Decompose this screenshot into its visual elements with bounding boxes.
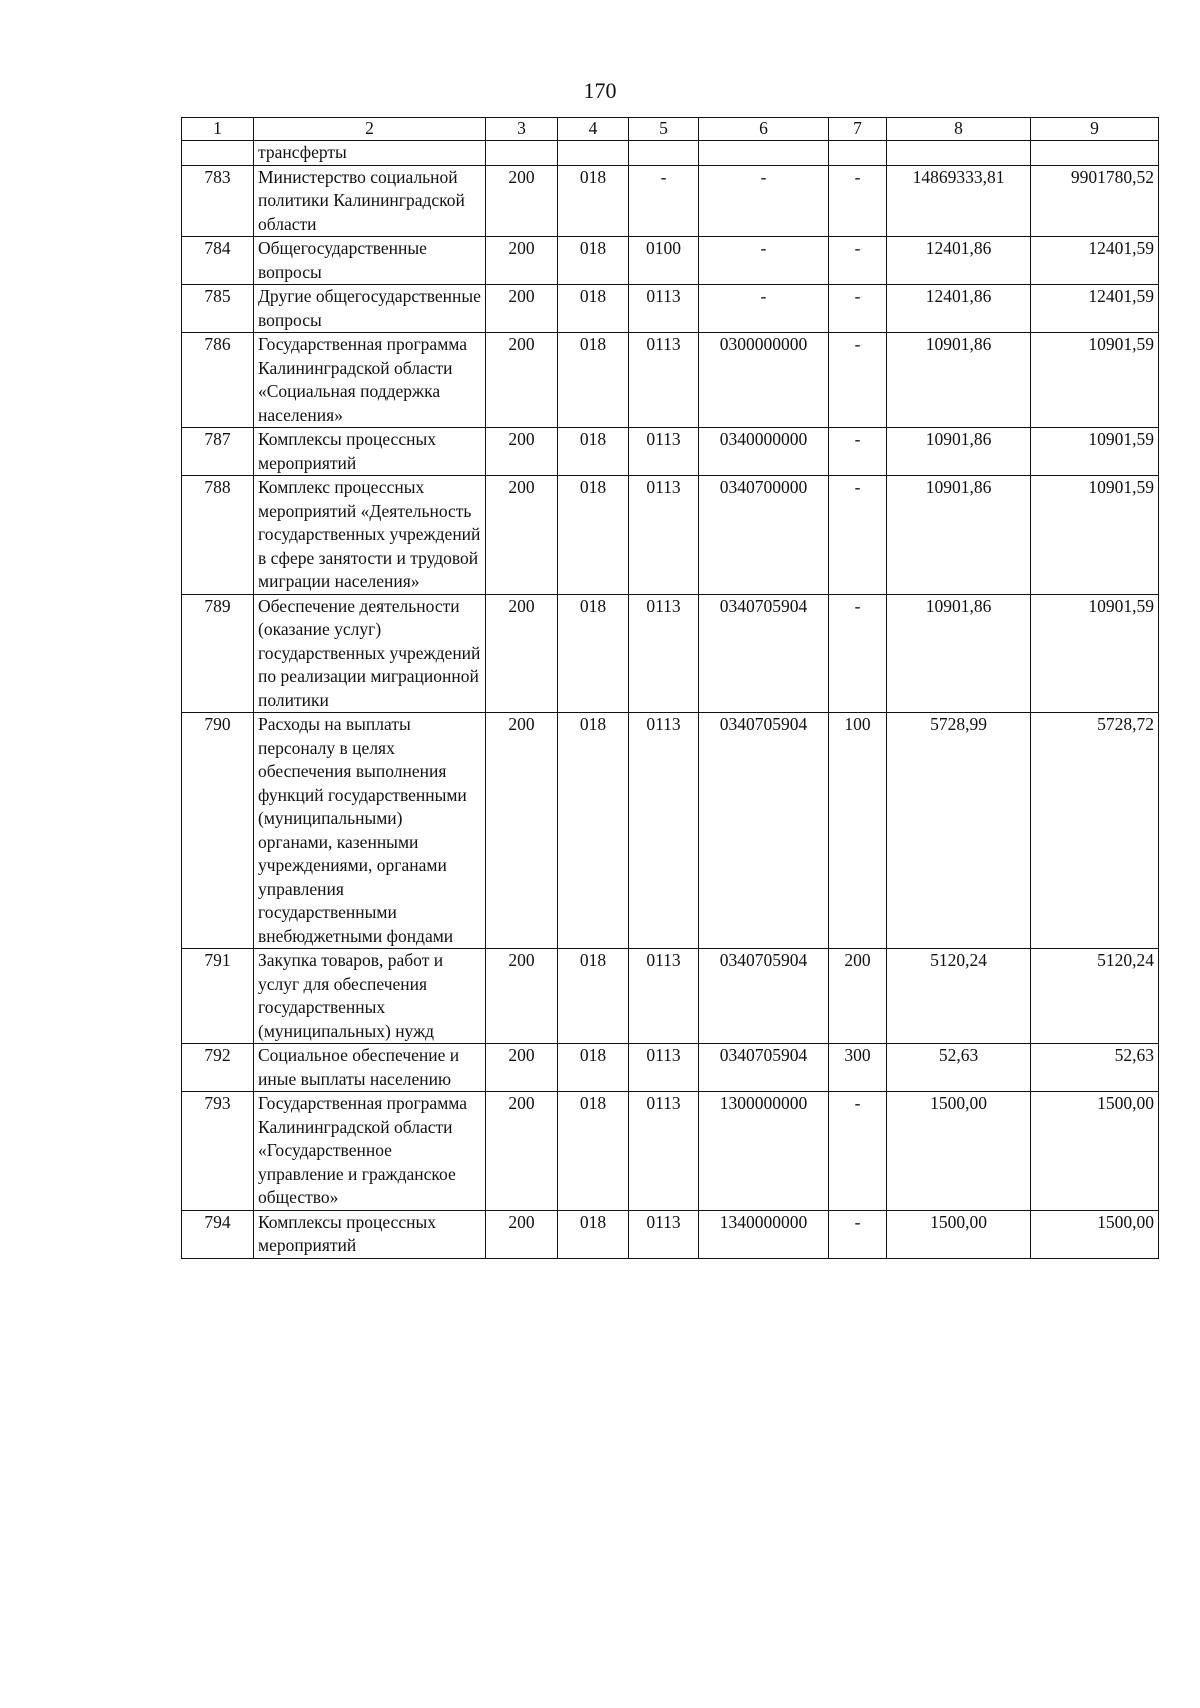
table-row xyxy=(182,428,1159,476)
table-row xyxy=(182,1210,1159,1258)
col9-amount-cell: 12401,59 xyxy=(1031,237,1159,285)
cell-empty xyxy=(887,141,1031,166)
col3-cell: 200 xyxy=(486,594,558,713)
col5-cell: 0113 xyxy=(629,428,699,476)
row-number-cell: 792 xyxy=(182,1044,254,1092)
col5-cell: 0113 xyxy=(629,713,699,949)
col7-cell: - xyxy=(829,428,887,476)
col7-cell: 100 xyxy=(829,713,887,949)
cell-empty xyxy=(486,141,558,166)
item-name-cell: Общегосударственные вопросы xyxy=(254,237,486,285)
row-number-cell: 786 xyxy=(182,333,254,428)
col9-amount-cell: 1500,00 xyxy=(1031,1210,1159,1258)
col8-amount-cell: 14869333,81 xyxy=(887,165,1031,237)
col5-cell: 0113 xyxy=(629,333,699,428)
header-cell: 3 xyxy=(486,118,558,141)
table-row xyxy=(182,1044,1159,1092)
col3-cell: 200 xyxy=(486,476,558,595)
col6-cell: - xyxy=(699,165,829,237)
header-cell: 8 xyxy=(887,118,1031,141)
col4-cell: 018 xyxy=(558,476,629,595)
col9-amount-cell: 1500,00 xyxy=(1031,1092,1159,1211)
col7-cell: - xyxy=(829,476,887,595)
col3-cell: 200 xyxy=(486,1092,558,1211)
table-row xyxy=(182,949,1159,1044)
col9-amount-cell: 52,63 xyxy=(1031,1044,1159,1092)
col5-cell: 0113 xyxy=(629,285,699,333)
col4-cell: 018 xyxy=(558,165,629,237)
col5-cell: 0113 xyxy=(629,1092,699,1211)
table-row xyxy=(182,333,1159,428)
col7-cell: - xyxy=(829,1092,887,1211)
col8-amount-cell: 10901,86 xyxy=(887,333,1031,428)
col4-cell: 018 xyxy=(558,1092,629,1211)
col7-cell: - xyxy=(829,165,887,237)
col3-cell: 200 xyxy=(486,1210,558,1258)
col8-amount-cell: 5728,99 xyxy=(887,713,1031,949)
col3-cell: 200 xyxy=(486,333,558,428)
table-row xyxy=(182,165,1159,237)
table-row xyxy=(182,285,1159,333)
row-number-cell: 790 xyxy=(182,713,254,949)
col8-amount-cell: 5120,24 xyxy=(887,949,1031,1044)
col6-cell: - xyxy=(699,285,829,333)
header-cell: 5 xyxy=(629,118,699,141)
col6-cell: 0340705904 xyxy=(699,713,829,949)
col8-amount-cell: 10901,86 xyxy=(887,428,1031,476)
col4-cell: 018 xyxy=(558,333,629,428)
col8-amount-cell: 12401,86 xyxy=(887,237,1031,285)
header-cell: 2 xyxy=(254,118,486,141)
col9-amount-cell: 9901780,52 xyxy=(1031,165,1159,237)
header-cell: 1 xyxy=(182,118,254,141)
cell-empty xyxy=(182,141,254,166)
row-number-cell: 794 xyxy=(182,1210,254,1258)
col5-cell: 0113 xyxy=(629,1210,699,1258)
col6-cell: 1300000000 xyxy=(699,1092,829,1211)
cell-empty xyxy=(558,141,629,166)
col9-amount-cell: 12401,59 xyxy=(1031,285,1159,333)
header-cell: 4 xyxy=(558,118,629,141)
col3-cell: 200 xyxy=(486,949,558,1044)
row-number-cell: 791 xyxy=(182,949,254,1044)
row-number-cell: 789 xyxy=(182,594,254,713)
col5-cell: - xyxy=(629,165,699,237)
item-name-cell: Другие общегосударственные вопросы xyxy=(254,285,486,333)
col3-cell: 200 xyxy=(486,285,558,333)
table-row xyxy=(182,237,1159,285)
col4-cell: 018 xyxy=(558,949,629,1044)
col3-cell: 200 xyxy=(486,1044,558,1092)
col4-cell: 018 xyxy=(558,1210,629,1258)
col8-amount-cell: 10901,86 xyxy=(887,476,1031,595)
item-name-cell: Государственная программа Калининградской области «Социальная поддержка населения» xyxy=(254,333,486,428)
item-name-cell: Министерство социальной политики Калининградской области xyxy=(254,165,486,237)
col9-amount-cell: 10901,59 xyxy=(1031,476,1159,595)
table-row xyxy=(182,1092,1159,1211)
col7-cell: - xyxy=(829,237,887,285)
col9-amount-cell: 10901,59 xyxy=(1031,428,1159,476)
continuation-row xyxy=(182,141,1159,166)
col6-cell: 0340705904 xyxy=(699,594,829,713)
col8-amount-cell: 1500,00 xyxy=(887,1092,1031,1211)
col9-amount-cell: 10901,59 xyxy=(1031,594,1159,713)
col8-amount-cell: 12401,86 xyxy=(887,285,1031,333)
item-name-cell: Государственная программа Калининградской области «Государственное управление и гражданское общество» xyxy=(254,1092,486,1211)
col7-cell: 300 xyxy=(829,1044,887,1092)
col6-cell: 0340000000 xyxy=(699,428,829,476)
col3-cell: 200 xyxy=(486,713,558,949)
row-number-cell: 783 xyxy=(182,165,254,237)
header-cell: 9 xyxy=(1031,118,1159,141)
row-number-cell: 784 xyxy=(182,237,254,285)
col8-amount-cell: 10901,86 xyxy=(887,594,1031,713)
col5-cell: 0113 xyxy=(629,949,699,1044)
cell-empty xyxy=(1031,141,1159,166)
col6-cell: 0340705904 xyxy=(699,949,829,1044)
col3-cell: 200 xyxy=(486,428,558,476)
page-number: 170 xyxy=(583,78,617,103)
header-cell: 7 xyxy=(829,118,887,141)
col3-cell: 200 xyxy=(486,237,558,285)
continuation-text: трансферты xyxy=(254,141,486,166)
col6-cell: 0300000000 xyxy=(699,333,829,428)
col5-cell: 0113 xyxy=(629,476,699,595)
cell-empty xyxy=(629,141,699,166)
col4-cell: 018 xyxy=(558,1044,629,1092)
item-name-cell: Комплекс процессных мероприятий «Деятельность государственных учреждений в сфере занятости и трудовой миграции населения» xyxy=(254,476,486,595)
row-number-cell: 793 xyxy=(182,1092,254,1211)
col6-cell: 1340000000 xyxy=(699,1210,829,1258)
cell-empty xyxy=(829,141,887,166)
item-name-cell: Закупка товаров, работ и услуг для обеспечения государственных (муниципальных) нужд xyxy=(254,949,486,1044)
row-number-cell: 785 xyxy=(182,285,254,333)
col6-cell: 0340700000 xyxy=(699,476,829,595)
table-row xyxy=(182,476,1159,595)
item-name-cell: Обеспечение деятельности (оказание услуг) государственных учреждений по реализации миграционной политики xyxy=(254,594,486,713)
col3-cell: 200 xyxy=(486,165,558,237)
col4-cell: 018 xyxy=(558,237,629,285)
col6-cell: 0340705904 xyxy=(699,1044,829,1092)
item-name-cell: Комплексы процессных мероприятий xyxy=(254,428,486,476)
col9-amount-cell: 5728,72 xyxy=(1031,713,1159,949)
table-row xyxy=(182,594,1159,713)
item-name-cell: Комплексы процессных мероприятий xyxy=(254,1210,486,1258)
row-number-cell: 787 xyxy=(182,428,254,476)
col5-cell: 0113 xyxy=(629,1044,699,1092)
item-name-cell: Социальное обеспечение и иные выплаты населению xyxy=(254,1044,486,1092)
header-row xyxy=(182,118,1159,141)
item-name-cell: Расходы на выплаты персоналу в целях обеспечения выполнения функций государственными (муниципальными) органами, казенными учреждениями, органами управления государственными внебюджетными фондами xyxy=(254,713,486,949)
row-number-cell: 788 xyxy=(182,476,254,595)
col9-amount-cell: 10901,59 xyxy=(1031,333,1159,428)
col9-amount-cell: 5120,24 xyxy=(1031,949,1159,1044)
budget-table xyxy=(181,117,1159,1259)
col4-cell: 018 xyxy=(558,428,629,476)
header-cell: 6 xyxy=(699,118,829,141)
col8-amount-cell: 1500,00 xyxy=(887,1210,1031,1258)
table-row xyxy=(182,713,1159,949)
col4-cell: 018 xyxy=(558,713,629,949)
col6-cell: - xyxy=(699,237,829,285)
col4-cell: 018 xyxy=(558,285,629,333)
col5-cell: 0100 xyxy=(629,237,699,285)
col7-cell: - xyxy=(829,1210,887,1258)
col7-cell: - xyxy=(829,333,887,428)
col7-cell: 200 xyxy=(829,949,887,1044)
col7-cell: - xyxy=(829,594,887,713)
col4-cell: 018 xyxy=(558,594,629,713)
col8-amount-cell: 52,63 xyxy=(887,1044,1031,1092)
col7-cell: - xyxy=(829,285,887,333)
cell-empty xyxy=(699,141,829,166)
col5-cell: 0113 xyxy=(629,594,699,713)
